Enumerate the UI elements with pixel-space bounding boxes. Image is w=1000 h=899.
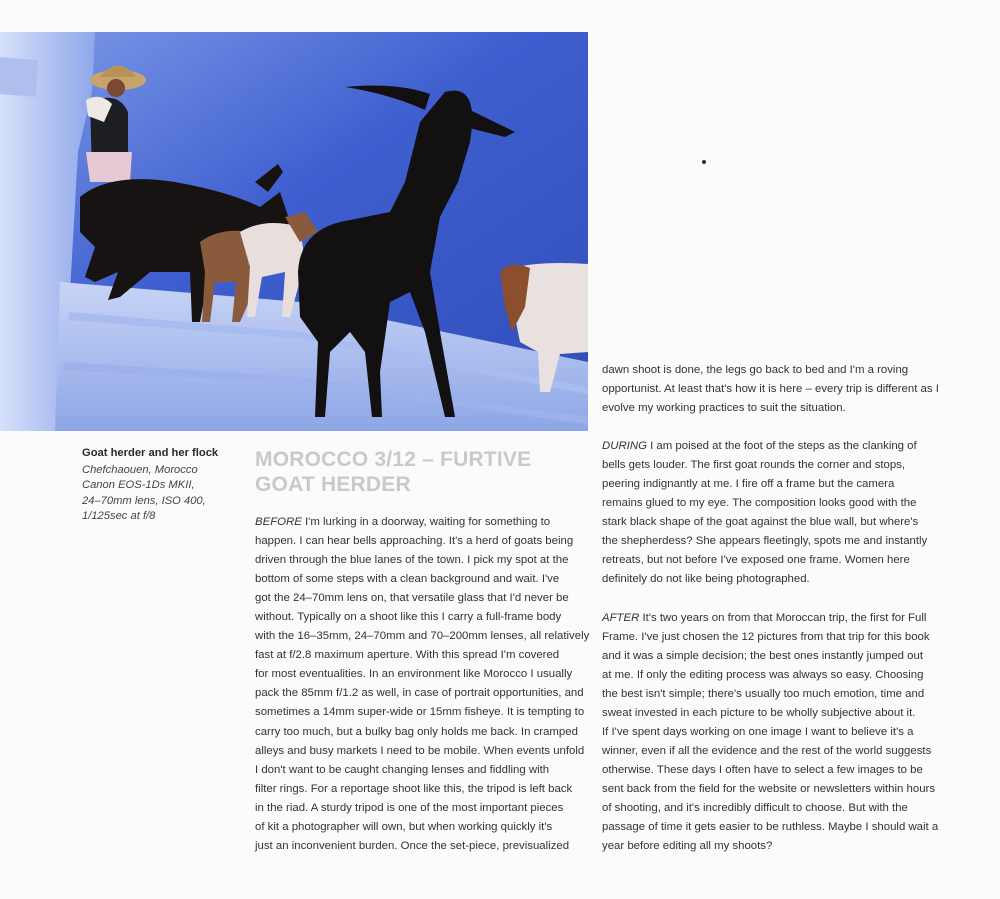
before-lead: BEFORE — [255, 516, 302, 528]
caption-lens: 24–70mm lens, ISO 400, — [82, 494, 206, 507]
during-lead: DURING — [602, 440, 647, 453]
caption-camera: Canon EOS-1Ds MKII, — [82, 479, 195, 492]
article-heading — [255, 447, 575, 497]
photo-illustration — [0, 32, 588, 431]
photo-caption — [82, 446, 242, 525]
heading-line-1: MOROCCO 3/12 – FURTIVE — [255, 448, 532, 471]
wall-niche — [0, 57, 38, 97]
goat-herder-photo — [0, 32, 588, 431]
caption-title: Goat herder and her flock — [82, 447, 219, 459]
heading-line-2: GOAT HERDER — [255, 473, 411, 496]
continuation-paragraph: dawn shoot is done, the legs go back to bed and I'm a roving opportunist. At least that's how it is here – every trip is different as I evolve my working practices to suit the situation. — [602, 364, 939, 415]
caption-exposure: 1/125sec at f/8 — [82, 510, 156, 523]
caption-location: Chefchaouen, Morocco — [82, 463, 198, 476]
before-paragraph: BEFORE I'm lurking in a doorway, waiting for something to happen. I can hear bells approaching. It's a herd of goats being driven through the blue lanes of the town. I pick my spot at the bottom of some steps with a clean background and wait. I've got the 24–70mm lens on, that versatile glass that I'd never be without. Typically on a shoot like this I carry a full-frame body with the 16–35mm, 24–70mm and 70–200mm lenses, all relatively fast at f/2.8 maximum aperture. With this spread I'm covered for most eventualities. In an environment like Morocco I usually pack the 85mm f/1.2 as well, in case of portrait opportunities, and sometimes a 14mm super-wide or 15mm fisheye. It is tempting to carry too much, but a bulky bag only holds me back. In cramped alleys and busy markets I need to be mobile. When events unfold I don't want to be caught changing lenses and fiddling with filter rings. For a reportage shoot like this, the tripod is left back in the riad. A sturdy tripod is one of the most important pieces of kit a photographer will own, but when working quickly it's just an inconvenient burden. Once the set-piece, previsualized — [255, 516, 590, 852]
during-paragraph: DURING I am poised at the foot of the steps as the clanking of bells gets louder. The first goat rounds the corner and stops, peering indignantly at me. I fire off a frame but the camera remains glued to my eye. The composition looks good with the stark black shape of the goat against the blue wall, but where's the shepherdess? She appears fleetingly, spots me and instantly retreats, but not before I've exposed one frame. Women here definitely do not like being photographed. — [602, 440, 928, 586]
after-paragraph: AFTER It's two years on from that Moroccan trip, the first for Full Frame. I've just chosen the 12 pictures from that trip for this book and it was a simple decision; the best ones instantly jumped out at me. If only the editing process was always so easy. Choosing the best isn't simple; there's usually too much emotion, time and sweat invested in each picture to be wholly subjective about it. If I've spent days working on one image I want to believe it's a winner, even if all the evidence and the rest of the world suggests otherwise. These days I often have to select a few images to be sent back from the field for the website or newsletters within hours of shooting, and it's incredibly difficult to choose. But with the passage of time it gets easier to be ruthless. Maybe I should wait a year before editing all my shoots? — [602, 611, 939, 853]
column-before — [255, 513, 590, 856]
after-lead: AFTER — [602, 611, 640, 624]
print-speck — [702, 160, 706, 164]
column-during-after — [602, 361, 947, 856]
